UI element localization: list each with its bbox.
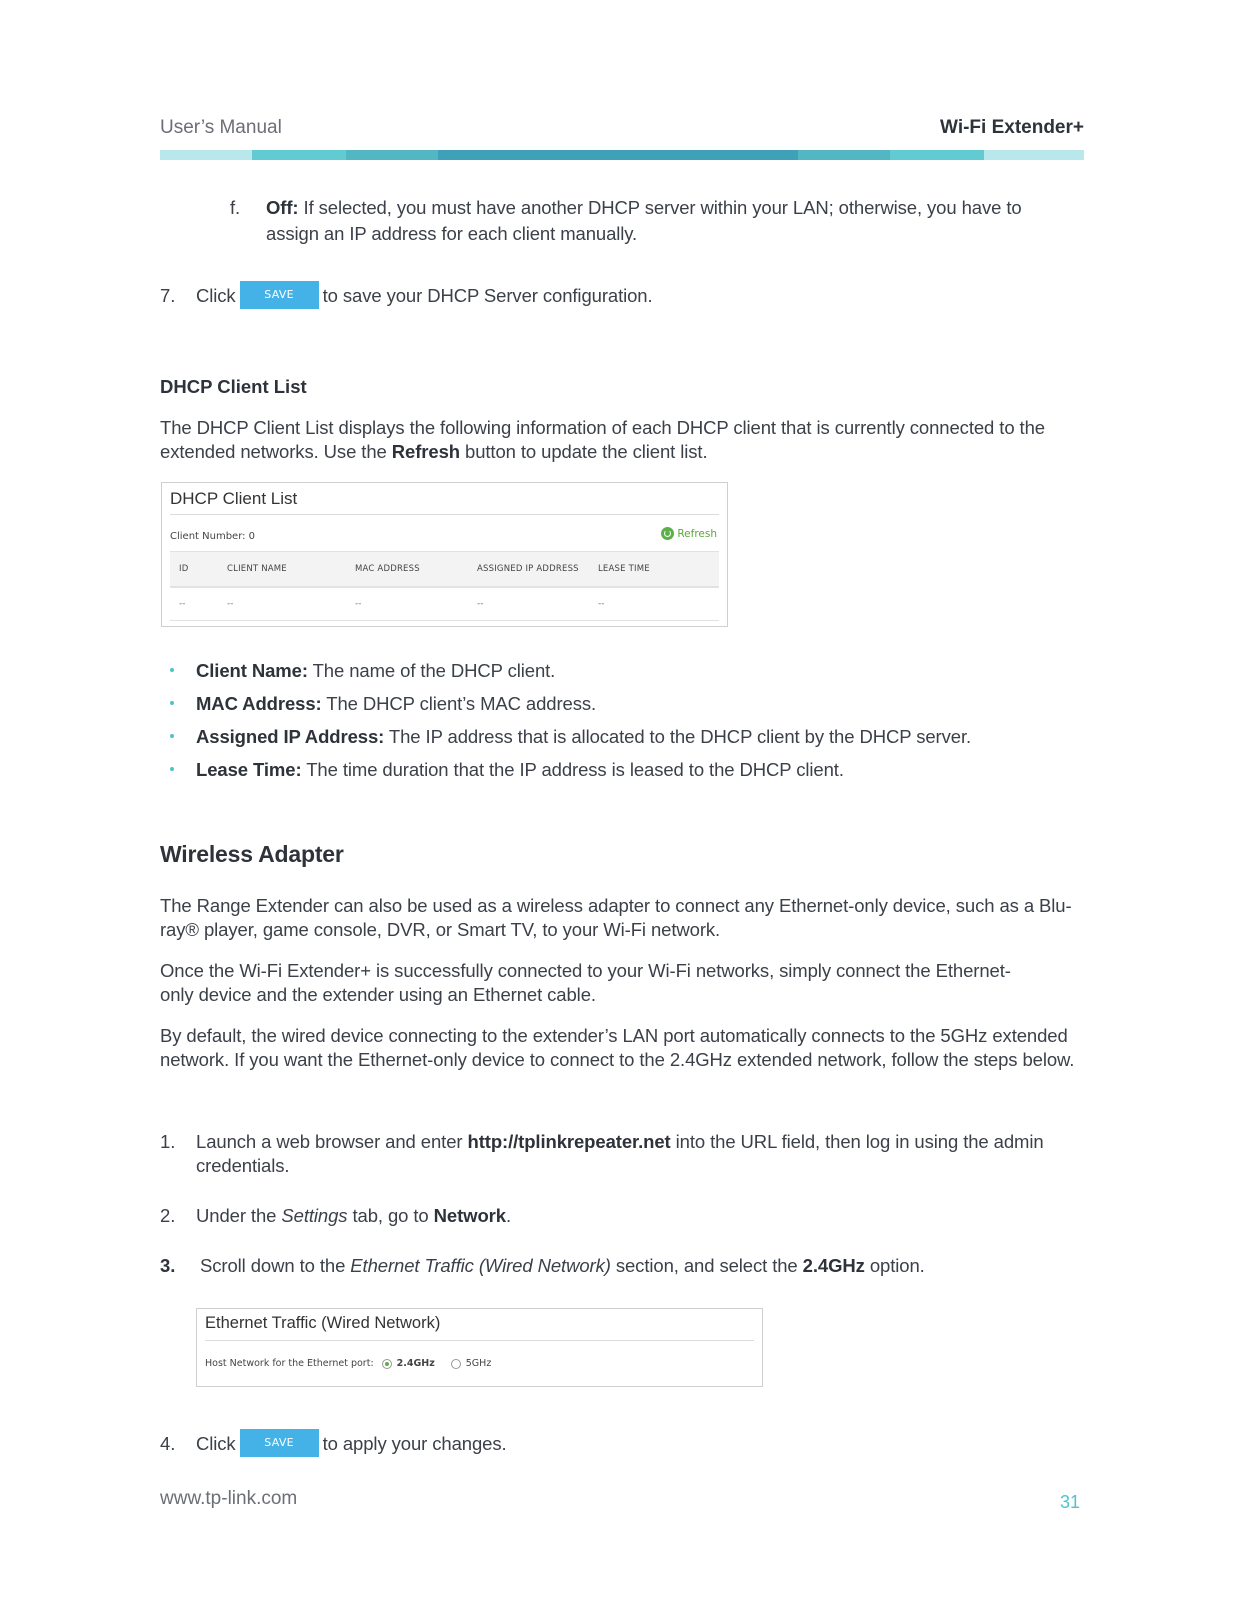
cell: -- (589, 587, 719, 621)
cell: -- (468, 587, 589, 621)
table-row (170, 587, 719, 621)
url-text: http://tplinkrepeater.net (467, 1131, 671, 1152)
header-manual-title: User’s Manual (160, 117, 282, 138)
option-label: Off: (266, 197, 299, 218)
ethernet-traffic-screenshot (196, 1308, 763, 1387)
col-assigned-ip: ASSIGNED IP ADDRESS (468, 552, 589, 587)
col-id: ID (170, 552, 218, 587)
step-text: Launch a web browser and enter (196, 1131, 468, 1152)
bullet-text: The DHCP client’s MAC address. (321, 693, 597, 714)
para-text: The DHCP Client List displays the following information of each DHCP client that is currently connected to the extended networks. Use the (160, 417, 1045, 462)
dhcp-section-heading: DHCP Client List (160, 376, 307, 397)
radio-2-4ghz-label: 2.4GHz (396, 1358, 435, 1369)
step-number: 4. (160, 1432, 176, 1454)
bullet-icon (170, 701, 174, 705)
bar-segment (798, 150, 890, 160)
step-text-after: to apply your changes. (322, 1432, 507, 1454)
network-term: Network (433, 1205, 506, 1226)
refresh-label: Refresh (677, 527, 717, 540)
cell: -- (218, 587, 346, 621)
step-text: Scroll down to the (200, 1255, 351, 1276)
step-text-after: to save your DHCP Server configuration. (322, 284, 653, 306)
settings-term: Settings (281, 1205, 348, 1226)
step-text: tab, go to (347, 1205, 434, 1226)
col-mac-address: MAC ADDRESS (346, 552, 468, 587)
step-number: 7. (160, 284, 176, 306)
host-network-label: Host Network for the Ethernet port: (205, 1358, 374, 1369)
refresh-icon (661, 527, 674, 540)
dhcp-client-list-screenshot (161, 482, 728, 627)
wireless-para-1: The Range Extender can also be used as a wireless adapter to connect any Ethernet-only device, such as a Blu-ray® player, game console, DVR, or Smart TV, to your Wi-Fi network. (160, 895, 1072, 940)
col-client-name: CLIENT NAME (218, 552, 346, 587)
bar-segment (890, 150, 984, 160)
step-text-before: Click (196, 284, 236, 306)
divider (205, 1340, 754, 1341)
bullet-label: Client Name: (196, 660, 308, 681)
bar-segment (984, 150, 1084, 160)
cell: -- (346, 587, 468, 621)
dhcp-client-table (170, 551, 719, 621)
divider (170, 514, 719, 515)
bullet-text: The IP address that is allocated to the DHCP client by the DHCP server. (384, 726, 972, 747)
refresh-button (661, 527, 717, 540)
bar-segment (438, 150, 798, 160)
step-text-before: Click (196, 1432, 236, 1454)
step-number: 2. (160, 1205, 176, 1226)
bar-segment (346, 150, 438, 160)
section-term: Ethernet Traffic (Wired Network) (350, 1255, 611, 1276)
header-product-name: Wi-Fi Extender+ (940, 117, 1084, 138)
save-button-image: SAVE (240, 281, 319, 309)
bullet-icon (170, 734, 174, 738)
col-lease-time: LEASE TIME (589, 552, 719, 587)
header-color-bar (160, 150, 1084, 160)
step-number: 3. (160, 1255, 176, 1276)
step-text: . (505, 1205, 512, 1226)
refresh-term: Refresh (391, 441, 460, 462)
radio-5ghz-label: 5GHz (465, 1358, 492, 1369)
radio-2-4ghz-icon (382, 1359, 392, 1369)
radio-5ghz-icon (451, 1359, 461, 1369)
step-text: section, and select the (610, 1255, 803, 1276)
step-7 (160, 283, 653, 311)
list-marker: f. (230, 197, 241, 218)
host-network-row (205, 1358, 491, 1369)
bar-segment (252, 150, 346, 160)
dhcp-section-paragraph (160, 416, 1090, 464)
band-term: 2.4GHz (802, 1255, 865, 1276)
bullet-text: The name of the DHCP client. (307, 660, 556, 681)
wireless-para-2: Once the Wi-Fi Extender+ is successfully connected to your Wi-Fi networks, simply connect the Ethernet-only device and the extender using an Ethernet cable. (160, 960, 1011, 1005)
option-description: If selected, you must have another DHCP server within your LAN; otherwise, you have to (298, 197, 1022, 218)
bullet-text: The time duration that the IP address is leased to the DHCP client. (301, 759, 844, 780)
cell: -- (170, 587, 218, 621)
footer-url: www.tp-link.com (160, 1488, 298, 1509)
table-header-row (170, 552, 719, 587)
bullet-label: Lease Time: (196, 759, 302, 780)
wireless-adapter-heading: Wireless Adapter (160, 841, 344, 867)
bullet-icon (170, 767, 174, 771)
panel-title: Ethernet Traffic (Wired Network) (205, 1314, 441, 1332)
step-text: Under the (196, 1205, 282, 1226)
wireless-para-3: By default, the wired device connecting to the extender’s LAN port automatically connects to the 5GHz extended network. If you want the Ethernet-only device to connect to the 2.4GHz extended network, follow the steps below. (160, 1025, 1075, 1070)
para-text: button to update the client list. (459, 441, 708, 462)
bar-segment (160, 150, 252, 160)
bullet-icon (170, 668, 174, 672)
bullet-label: Assigned IP Address: (196, 726, 385, 747)
step-4 (160, 1431, 507, 1459)
client-number: Client Number: 0 (170, 531, 256, 542)
page-number: 31 (1059, 1492, 1080, 1512)
option-description-cont: assign an IP address for each client manually. (266, 223, 638, 244)
save-button-image: SAVE (240, 1429, 319, 1457)
step-text: option. (864, 1255, 925, 1276)
bullet-label: MAC Address: (196, 693, 322, 714)
panel-title: DHCP Client List (170, 489, 298, 508)
step-text: into the URL field, then log in using the admin credentials. (196, 1131, 1044, 1176)
step-number: 1. (160, 1131, 176, 1152)
